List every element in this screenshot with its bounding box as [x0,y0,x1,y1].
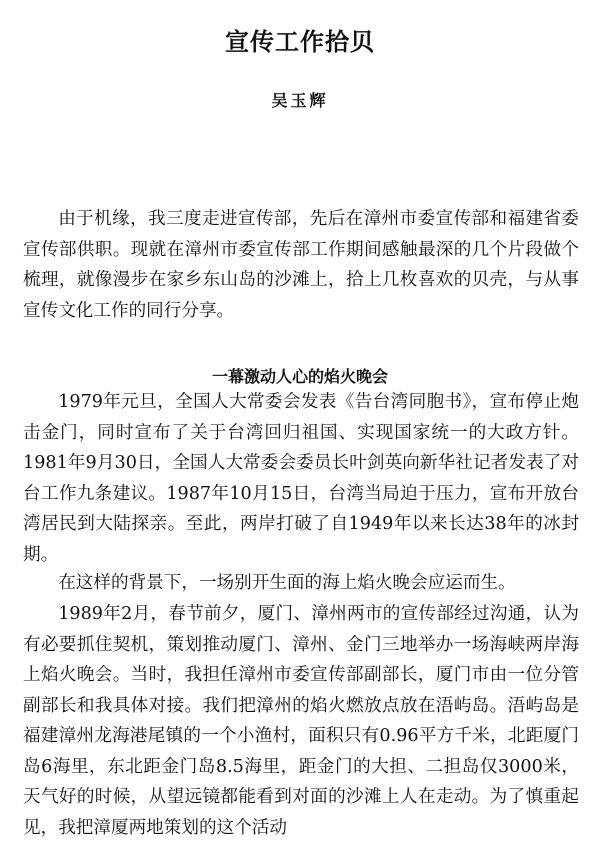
intro-paragraph: 由于机缘，我三度走进宣传部，先后在漳州市委宣传部和福建省委宣传部供职。现就在漳州市委宣传部工作期间感触最深的几个片段做个梳理，就像漫步在家乡东山岛的沙滩上，拾上几枚喜欢的贝壳，与从事宣传文化工作的同行分享。 [23,209,579,321]
body-paragraph: 1989年2月，春节前夕，厦门、漳州两市的宣传部经过沟通，认为有必要抓住契机，策划推动厦门、漳州、金门三地举办一场海峡两岸海上焰火晚会。当时，我担任漳州市委宣传部副部长，厦门市由一位分管副部长和我具体对接。我们把漳州的焰火燃放点放在浯屿岛。浯屿岛是福建漳州龙海港尾镇的一个小渔村，面积只有0.96平方千米，北距厦门岛6海里，东北距金门岛8.5海里，距金门的大担、二担岛仅3000米，天气好的时候，从望远镜都能看到对面的沙滩上人在走动。为了慎重起见，我把漳厦两地策划的这个活动 [23,604,579,838]
article-author: 吴玉辉 [271,91,329,110]
section-heading: 一幕激动人心的焰火晚会 [211,367,388,386]
body-paragraph: 在这样的背景下，一场别开生面的海上焰火晚会应运而生。 [58,573,516,593]
body-paragraph: 1979年元旦，全国人大常委会发表《告台湾同胞书》，宣布停止炮击金门，同时宣布了关于台湾回归祖国、实现国家统一的大政方针。1981年9月30日，全国人大常委会委员长叶剑英向新华社记者发表了对台工作九条建议。1987年10月15日，台湾当局迫于压力，宣布开放台湾居民到大陆探亲。至此，两岸打破了自1949年以来长达38年的冰封期。 [23,392,579,565]
article-title: 宣传工作拾贝 [225,28,375,56]
